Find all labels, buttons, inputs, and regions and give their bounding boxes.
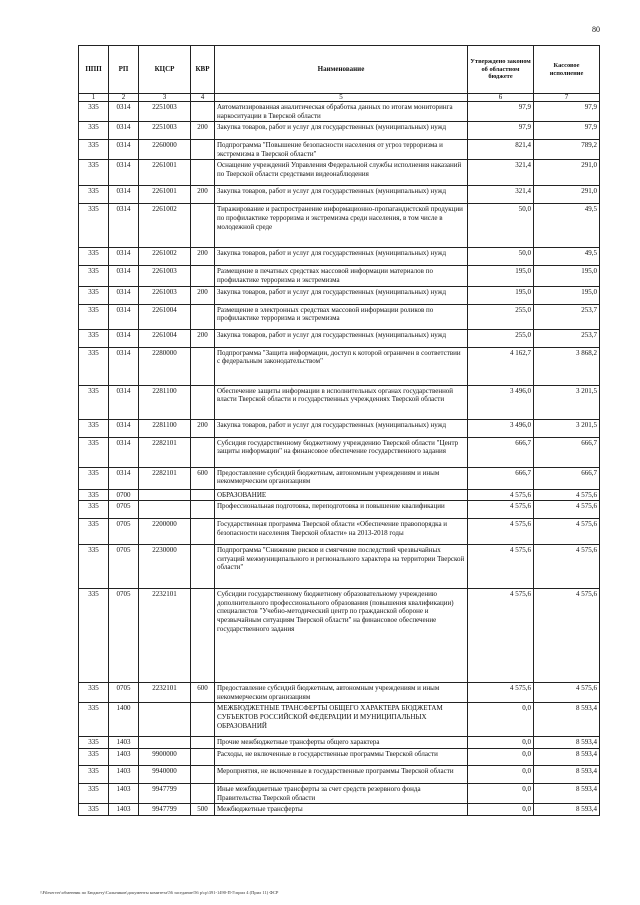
cell-kvr: [191, 385, 215, 419]
table-row: [79, 186, 600, 204]
cell-kvr: [191, 102, 215, 122]
table-body: [79, 102, 600, 816]
cell-kcsr: 2261003: [139, 266, 191, 286]
cell-ppp: 335: [79, 204, 109, 248]
cell-kvr: 200: [191, 122, 215, 140]
table-row: [79, 437, 600, 467]
table-row: [79, 122, 600, 140]
cell-executed: 4 575,6: [534, 519, 600, 545]
cell-executed: 253,7: [534, 329, 600, 347]
cell-approved: 0,0: [468, 783, 534, 803]
cell-kcsr: 2260000: [139, 140, 191, 160]
cell-kcsr: 9900000: [139, 748, 191, 765]
file-path-footer: \\Fileserver\обменник по Бюджету\Сальников\документы комитета\56 заседание\56 р\ср\391-1490-П-5\прил 4 (Прил 11) ФСР: [40, 890, 279, 895]
cell-kcsr: 9940000: [139, 765, 191, 783]
cell-ppp: 335: [79, 748, 109, 765]
table-row: [79, 266, 600, 286]
cell-kvr: 200: [191, 286, 215, 304]
cell-name: Предоставление субсидий бюджетным, автономным учреждениям и иным некоммерческим организациям: [215, 467, 468, 489]
cell-rp: 0314: [109, 419, 139, 437]
cell-kcsr: 2232101: [139, 683, 191, 703]
cell-executed: 8 593,4: [534, 783, 600, 803]
cell-approved: 0,0: [468, 737, 534, 749]
cell-kcsr: 2251003: [139, 122, 191, 140]
budget-table: [78, 45, 600, 816]
cell-rp: 1403: [109, 783, 139, 803]
table-row: [79, 703, 600, 737]
cell-name: Закупка товаров, работ и услуг для государственных (муниципальных) нужд: [215, 186, 468, 204]
cell-name: Тиражирование и распространение информационно-пропагандистской продукции по профилактике терроризма и экстремизма среди населения, в том числе в молодежной среде: [215, 204, 468, 248]
cell-approved: 0,0: [468, 765, 534, 783]
cell-rp: 0314: [109, 186, 139, 204]
cell-rp: 0705: [109, 501, 139, 519]
cell-kvr: 500: [191, 804, 215, 816]
cell-approved: 4 575,6: [468, 589, 534, 683]
cell-ppp: 335: [79, 160, 109, 186]
cell-name: Размещение в печатных средствах массовой информации материалов по профилактике терроризма и экстремизма: [215, 266, 468, 286]
cell-kvr: [191, 437, 215, 467]
cell-kcsr: 2261001: [139, 160, 191, 186]
table-row: [79, 419, 600, 437]
cell-approved: 97,9: [468, 122, 534, 140]
cell-kvr: [191, 266, 215, 286]
cell-executed: 666,7: [534, 467, 600, 489]
cell-kvr: 200: [191, 248, 215, 266]
cell-executed: 4 575,6: [534, 589, 600, 683]
cell-executed: 4 575,6: [534, 683, 600, 703]
cell-ppp: 335: [79, 266, 109, 286]
cell-rp: 1403: [109, 737, 139, 749]
cell-ppp: 335: [79, 419, 109, 437]
cell-executed: 8 593,4: [534, 765, 600, 783]
cell-name: Закупка товаров, работ и услуг для государственных (муниципальных) нужд: [215, 419, 468, 437]
cell-executed: 3 201,5: [534, 385, 600, 419]
cell-kvr: [191, 703, 215, 737]
cell-rp: 0314: [109, 385, 139, 419]
table-row: [79, 737, 600, 749]
cell-ppp: 335: [79, 347, 109, 385]
cell-rp: 0314: [109, 347, 139, 385]
table-row: [79, 102, 600, 122]
cell-ppp: 335: [79, 102, 109, 122]
cell-rp: 0314: [109, 304, 139, 329]
cell-kvr: [191, 501, 215, 519]
cell-kcsr: 2261004: [139, 304, 191, 329]
cell-approved: 255,0: [468, 304, 534, 329]
cell-rp: 0705: [109, 545, 139, 589]
cell-approved: 821,4: [468, 140, 534, 160]
table-row: [79, 748, 600, 765]
cell-executed: 3 868,2: [534, 347, 600, 385]
cell-ppp: 335: [79, 804, 109, 816]
col-index-cell: 4: [191, 94, 215, 102]
cell-name: Иные межбюджетные трансферты за счет средств резервного фонда Правительства Тверской области: [215, 783, 468, 803]
header-kvr: КВР: [191, 46, 215, 94]
cell-rp: 1403: [109, 748, 139, 765]
cell-ppp: 335: [79, 467, 109, 489]
cell-rp: 1403: [109, 765, 139, 783]
cell-executed: 195,0: [534, 266, 600, 286]
cell-kcsr: 9947799: [139, 804, 191, 816]
cell-name: Государственная программа Тверской области «Обеспечение правопорядка и безопасности населения Тверской области» на 2013-2018 годы: [215, 519, 468, 545]
cell-approved: 0,0: [468, 748, 534, 765]
cell-name: Закупка товаров, работ и услуг для государственных (муниципальных) нужд: [215, 248, 468, 266]
cell-approved: 97,9: [468, 102, 534, 122]
cell-kcsr: 2232101: [139, 589, 191, 683]
cell-approved: 3 496,0: [468, 419, 534, 437]
table-row: [79, 589, 600, 683]
cell-executed: 291,0: [534, 160, 600, 186]
cell-executed: 49,5: [534, 204, 600, 248]
cell-kcsr: 2282101: [139, 467, 191, 489]
table-row: [79, 804, 600, 816]
cell-kvr: [191, 748, 215, 765]
cell-name: Субсидии государственному бюджетному образовательному учреждению дополнительного профессионального образования (повышения квалификации) специалистов "Учебно-методический центр по гражданской обороне и чрезвычайным ситуациям Тверской области" на финансовое обеспечение государственного задания: [215, 589, 468, 683]
cell-approved: 666,7: [468, 467, 534, 489]
cell-kcsr: 2261001: [139, 186, 191, 204]
cell-rp: 0314: [109, 160, 139, 186]
cell-approved: 3 496,0: [468, 385, 534, 419]
table-row: [79, 347, 600, 385]
cell-kvr: [191, 160, 215, 186]
cell-approved: 4 575,6: [468, 683, 534, 703]
cell-rp: 0314: [109, 204, 139, 248]
table-row: [79, 140, 600, 160]
cell-executed: 8 593,4: [534, 804, 600, 816]
cell-kvr: [191, 519, 215, 545]
header-executed: Кассовое исполнение: [534, 46, 600, 94]
cell-rp: 0314: [109, 286, 139, 304]
cell-approved: 666,7: [468, 437, 534, 467]
cell-name: Размещение в электронных средствах массовой информации роликов по профилактике терроризма и экстремизма: [215, 304, 468, 329]
cell-kcsr: 9947799: [139, 783, 191, 803]
cell-name: Закупка товаров, работ и услуг для государственных (муниципальных) нужд: [215, 122, 468, 140]
cell-name: Прочие межбюджетные трансферты общего характера: [215, 737, 468, 749]
cell-kvr: [191, 204, 215, 248]
cell-approved: 4 575,6: [468, 545, 534, 589]
cell-name: Предоставление субсидий бюджетным, автономным учреждениям и иным некоммерческим организациям: [215, 683, 468, 703]
col-index-cell: 5: [215, 94, 468, 102]
cell-kvr: 600: [191, 467, 215, 489]
cell-rp: 0314: [109, 437, 139, 467]
cell-executed: 8 593,4: [534, 748, 600, 765]
cell-rp: 0314: [109, 122, 139, 140]
col-index-cell: 6: [468, 94, 534, 102]
cell-approved: 4 575,6: [468, 501, 534, 519]
cell-ppp: 335: [79, 783, 109, 803]
cell-rp: 1400: [109, 703, 139, 737]
cell-name: Субсидия государственному бюджетному учреждению Тверской области "Центр защиты информации" на финансовое обеспечение государственного задания: [215, 437, 468, 467]
cell-kcsr: 2200000: [139, 519, 191, 545]
cell-ppp: 335: [79, 703, 109, 737]
cell-rp: 0314: [109, 248, 139, 266]
cell-ppp: 335: [79, 765, 109, 783]
table-row: [79, 765, 600, 783]
cell-name: Подпрограмма "Снижение рисков и смягчение последствий чрезвычайных ситуаций межмуниципального и регионального характера на территории Тверской области": [215, 545, 468, 589]
cell-kcsr: 2261002: [139, 248, 191, 266]
cell-kcsr: [139, 703, 191, 737]
cell-kvr: [191, 304, 215, 329]
cell-kcsr: [139, 489, 191, 501]
cell-approved: 195,0: [468, 266, 534, 286]
cell-ppp: 335: [79, 589, 109, 683]
cell-kcsr: 2261002: [139, 204, 191, 248]
table-row: [79, 204, 600, 248]
col-index-cell: 1: [79, 94, 109, 102]
cell-kvr: [191, 737, 215, 749]
table-row: [79, 304, 600, 329]
table-row: [79, 489, 600, 501]
cell-kvr: [191, 783, 215, 803]
table-row: [79, 248, 600, 266]
page-number: 80: [592, 25, 600, 34]
cell-rp: 0705: [109, 519, 139, 545]
cell-approved: 4 575,6: [468, 489, 534, 501]
cell-ppp: 335: [79, 385, 109, 419]
cell-kvr: [191, 489, 215, 501]
table-row: [79, 385, 600, 419]
cell-executed: 291,0: [534, 186, 600, 204]
cell-approved: 255,0: [468, 329, 534, 347]
col-index-cell: 7: [534, 94, 600, 102]
table-row: [79, 286, 600, 304]
cell-approved: 321,4: [468, 186, 534, 204]
cell-approved: 50,0: [468, 204, 534, 248]
cell-executed: 4 575,6: [534, 501, 600, 519]
cell-rp: 1403: [109, 804, 139, 816]
cell-name: Оснащение учреждений Управления Федеральной службы исполнения наказаний по Тверской области средствами видеонаблюдения: [215, 160, 468, 186]
cell-ppp: 335: [79, 304, 109, 329]
cell-executed: 49,5: [534, 248, 600, 266]
table-row: [79, 160, 600, 186]
cell-kvr: 200: [191, 186, 215, 204]
cell-name: Расходы, не включенные в государственные программы Тверской области: [215, 748, 468, 765]
cell-name: Межбюджетные трансферты: [215, 804, 468, 816]
cell-approved: 4 162,7: [468, 347, 534, 385]
header-name: Наименование: [215, 46, 468, 94]
cell-executed: 666,7: [534, 437, 600, 467]
cell-kcsr: 2281100: [139, 419, 191, 437]
cell-ppp: 335: [79, 683, 109, 703]
cell-ppp: 335: [79, 501, 109, 519]
table-row: [79, 545, 600, 589]
cell-kcsr: 2261003: [139, 286, 191, 304]
cell-executed: 8 593,4: [534, 703, 600, 737]
header-ppp: ППП: [79, 46, 109, 94]
cell-name: Закупка товаров, работ и услуг для государственных (муниципальных) нужд: [215, 329, 468, 347]
cell-executed: 195,0: [534, 286, 600, 304]
cell-kvr: [191, 347, 215, 385]
cell-executed: 253,7: [534, 304, 600, 329]
cell-kcsr: 2282101: [139, 437, 191, 467]
table-row: [79, 467, 600, 489]
cell-kcsr: 2251003: [139, 102, 191, 122]
col-index-cell: 3: [139, 94, 191, 102]
cell-kvr: [191, 589, 215, 683]
cell-ppp: 335: [79, 122, 109, 140]
cell-approved: 0,0: [468, 703, 534, 737]
cell-kcsr: 2261004: [139, 329, 191, 347]
cell-ppp: 335: [79, 186, 109, 204]
header-approved: Утверждено законом об областном бюджете: [468, 46, 534, 94]
cell-approved: 195,0: [468, 286, 534, 304]
cell-name: Подпрограмма "Повышение безопасности населения от угроз терроризма и экстремизма в Тверской области": [215, 140, 468, 160]
header-row: [79, 46, 600, 94]
cell-name: МЕЖБЮДЖЕТНЫЕ ТРАНСФЕРТЫ ОБЩЕГО ХАРАКТЕРА БЮДЖЕТАМ СУБЪЕКТОВ РОССИЙСКОЙ ФЕДЕРАЦИИ И МУНИЦИПАЛЬНЫХ ОБРАЗОВАНИЙ: [215, 703, 468, 737]
cell-kvr: 200: [191, 419, 215, 437]
cell-ppp: 335: [79, 489, 109, 501]
cell-rp: 0314: [109, 102, 139, 122]
cell-kcsr: [139, 501, 191, 519]
cell-name: Обеспечение защиты информации в исполнительных органах государственной власти Тверской области и государственных учреждениях Тверской области: [215, 385, 468, 419]
cell-ppp: 335: [79, 248, 109, 266]
cell-ppp: 335: [79, 286, 109, 304]
column-index-row: [79, 94, 600, 102]
cell-name: Профессиональная подготовка, переподготовка и повышение квалификации: [215, 501, 468, 519]
cell-ppp: 335: [79, 140, 109, 160]
cell-ppp: 335: [79, 519, 109, 545]
cell-kvr: [191, 765, 215, 783]
header-kcsr: КЦСР: [139, 46, 191, 94]
cell-approved: 4 575,6: [468, 519, 534, 545]
cell-kcsr: 2230000: [139, 545, 191, 589]
cell-name: Автоматизированная аналитическая обработка данных по итогам мониторинга наркоситуации в Тверской области: [215, 102, 468, 122]
cell-executed: 789,2: [534, 140, 600, 160]
cell-ppp: 335: [79, 437, 109, 467]
cell-rp: 0314: [109, 467, 139, 489]
cell-kvr: [191, 545, 215, 589]
cell-executed: 8 593,4: [534, 737, 600, 749]
header-rp: РП: [109, 46, 139, 94]
cell-ppp: 335: [79, 329, 109, 347]
table-row: [79, 683, 600, 703]
cell-name: Подпрограмма "Защита информации, доступ к которой ограничен в соответствии с федеральным законодательством": [215, 347, 468, 385]
cell-ppp: 335: [79, 545, 109, 589]
budget-table-wrap: [78, 45, 599, 816]
cell-rp: 0705: [109, 683, 139, 703]
table-row: [79, 329, 600, 347]
col-index-cell: 2: [109, 94, 139, 102]
cell-name: Мероприятия, не включенные в государственные программы Тверской области: [215, 765, 468, 783]
table-row: [79, 519, 600, 545]
cell-executed: 97,9: [534, 102, 600, 122]
cell-rp: 0314: [109, 140, 139, 160]
cell-name: ОБРАЗОВАНИЕ: [215, 489, 468, 501]
cell-approved: 321,4: [468, 160, 534, 186]
cell-ppp: 335: [79, 737, 109, 749]
cell-kcsr: 2281100: [139, 385, 191, 419]
cell-kvr: 600: [191, 683, 215, 703]
cell-rp: 0705: [109, 589, 139, 683]
cell-approved: 50,0: [468, 248, 534, 266]
cell-executed: 4 575,6: [534, 489, 600, 501]
cell-rp: 0700: [109, 489, 139, 501]
cell-executed: 97,9: [534, 122, 600, 140]
table-row: [79, 783, 600, 803]
cell-kcsr: 2280000: [139, 347, 191, 385]
cell-rp: 0314: [109, 266, 139, 286]
cell-kvr: 200: [191, 329, 215, 347]
table-row: [79, 501, 600, 519]
cell-kcsr: [139, 737, 191, 749]
cell-executed: 4 575,6: [534, 545, 600, 589]
cell-approved: 0,0: [468, 804, 534, 816]
cell-executed: 3 201,5: [534, 419, 600, 437]
cell-kvr: [191, 140, 215, 160]
cell-name: Закупка товаров, работ и услуг для государственных (муниципальных) нужд: [215, 286, 468, 304]
cell-rp: 0314: [109, 329, 139, 347]
